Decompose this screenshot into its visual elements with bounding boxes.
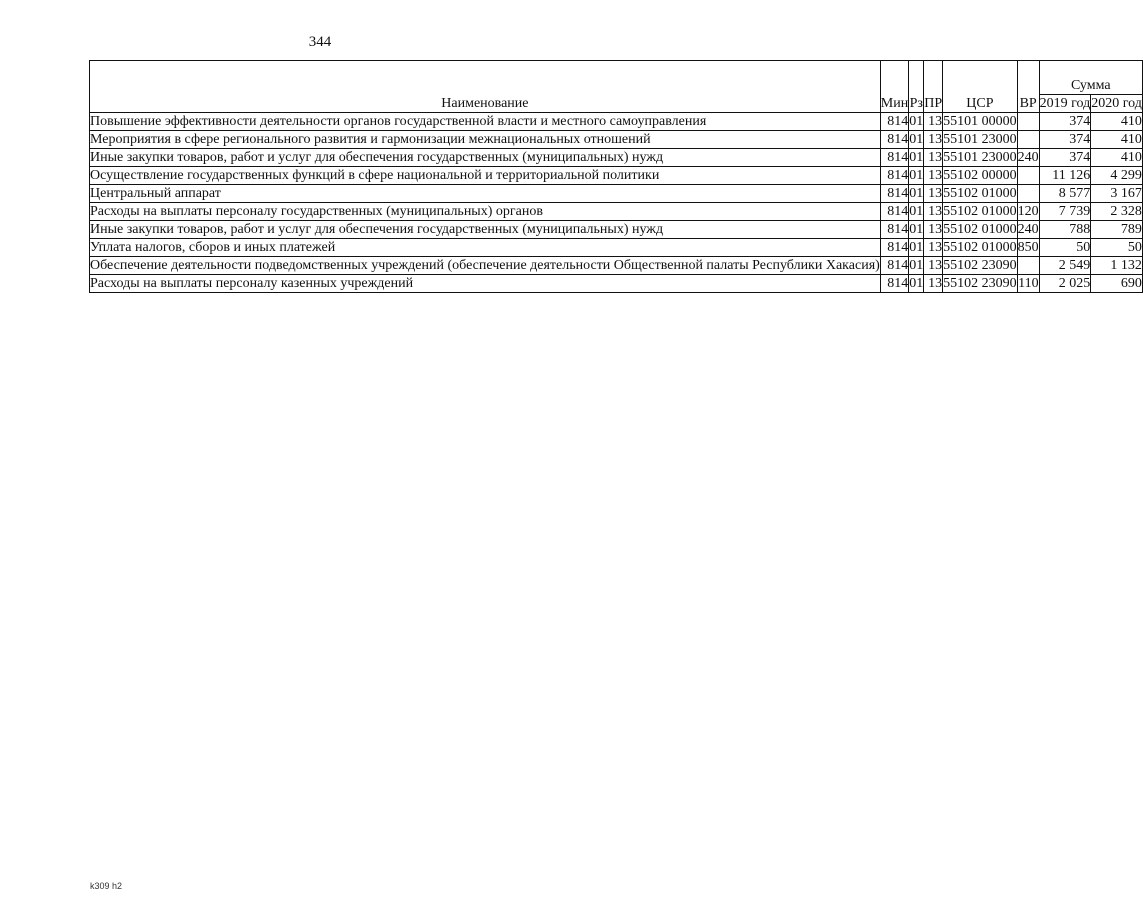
row-rz: 01 bbox=[909, 186, 924, 201]
row-pr: 13 bbox=[924, 113, 943, 131]
row-amount-2019: 374 bbox=[1039, 113, 1091, 131]
row-amount-2019: 8 577 bbox=[1039, 185, 1091, 203]
row-pr: 13 bbox=[924, 203, 943, 221]
row-name: Мероприятия в сфере регионального развития и гармонизации межнациональных отношений bbox=[90, 131, 881, 149]
row-min: 814 bbox=[880, 131, 908, 149]
row-rz: 01 bbox=[909, 114, 924, 129]
table-row bbox=[90, 239, 1143, 257]
row-vr bbox=[1017, 113, 1039, 131]
header-vr: ВР bbox=[1017, 61, 1039, 113]
row-name: Расходы на выплаты персоналу государственных (муниципальных) органов bbox=[90, 203, 881, 221]
table-row bbox=[90, 221, 1143, 239]
table-row bbox=[90, 257, 1143, 275]
row-name: Уплата налогов, сборов и иных платежей bbox=[90, 239, 881, 257]
row-vr: 120 bbox=[1017, 204, 1039, 219]
row-amount-2020: 50 bbox=[1091, 239, 1143, 257]
row-vr: 110 bbox=[1018, 276, 1039, 291]
row-amount-2019: 788 bbox=[1039, 221, 1091, 239]
page-number: 344 bbox=[308, 34, 332, 50]
row-pr: 13 bbox=[924, 185, 943, 203]
row-min: 814 bbox=[880, 167, 908, 185]
row-vr bbox=[1017, 131, 1039, 149]
table-row bbox=[90, 275, 1143, 293]
table-row bbox=[90, 113, 1143, 131]
row-csr: 55102 01000 bbox=[943, 204, 1017, 219]
row-vr bbox=[1017, 257, 1039, 275]
row-min: 814 bbox=[880, 257, 908, 275]
row-name: Иные закупки товаров, работ и услуг для обеспечения государственных (муниципальных) нужд bbox=[90, 149, 881, 167]
table-row bbox=[90, 185, 1143, 203]
row-vr bbox=[1017, 185, 1039, 203]
row-min: 814 bbox=[880, 275, 908, 293]
row-name: Повышение эффективности деятельности органов государственной власти и местного самоуправления bbox=[90, 113, 881, 131]
row-rz: 01 bbox=[909, 240, 924, 255]
row-rz: 01 bbox=[909, 204, 924, 219]
header-csr: ЦСР bbox=[943, 61, 1018, 113]
budget-table bbox=[89, 60, 1143, 293]
row-csr: 55102 01000 bbox=[943, 240, 1017, 255]
row-min: 814 bbox=[880, 185, 908, 203]
row-csr: 55102 01000 bbox=[943, 186, 1017, 201]
row-amount-2020: 410 bbox=[1091, 149, 1143, 167]
row-vr: 850 bbox=[1017, 240, 1039, 255]
row-min: 814 bbox=[880, 221, 908, 239]
row-amount-2020: 3 167 bbox=[1091, 185, 1143, 203]
row-name: Обеспечение деятельности подведомственных учреждений (обеспечение деятельности Общественной палаты Республики Хакасия) bbox=[90, 258, 880, 273]
row-rz: 01 bbox=[909, 168, 924, 183]
row-name: Осуществление государственных функций в сфере национальной и территориальной политики bbox=[90, 167, 881, 185]
row-csr: 55102 00000 bbox=[943, 168, 1017, 183]
row-amount-2019: 2 549 bbox=[1039, 257, 1091, 275]
row-rz: 01 bbox=[909, 132, 924, 147]
row-amount-2020: 410 bbox=[1091, 113, 1143, 131]
row-name: Центральный аппарат bbox=[90, 185, 881, 203]
table-row bbox=[90, 203, 1143, 221]
row-csr: 55101 23000 bbox=[943, 150, 1017, 165]
table-row bbox=[90, 131, 1143, 149]
row-pr: 13 bbox=[924, 239, 943, 257]
header-name: Наименование bbox=[90, 61, 881, 113]
table-row bbox=[90, 167, 1143, 185]
row-amount-2020: 1 132 bbox=[1091, 257, 1143, 275]
row-amount-2020: 4 299 bbox=[1091, 167, 1143, 185]
header-sum: Сумма bbox=[1039, 61, 1142, 95]
row-min: 814 bbox=[880, 149, 908, 167]
row-pr: 13 bbox=[924, 275, 943, 293]
header-year-2020: 2020 год bbox=[1091, 96, 1142, 111]
row-amount-2019: 11 126 bbox=[1039, 167, 1091, 185]
footer-code: k309 h2 bbox=[90, 881, 123, 891]
row-amount-2020: 2 328 bbox=[1091, 203, 1143, 221]
row-csr: 55102 23090 bbox=[943, 258, 1017, 273]
table-body bbox=[90, 113, 1143, 293]
row-csr: 55101 00000 bbox=[943, 114, 1017, 129]
row-pr: 13 bbox=[924, 131, 943, 149]
row-rz: 01 bbox=[909, 276, 924, 291]
row-amount-2020: 789 bbox=[1091, 221, 1143, 239]
row-name: Иные закупки товаров, работ и услуг для обеспечения государственных (муниципальных) нужд bbox=[90, 221, 881, 239]
row-pr: 13 bbox=[924, 167, 943, 185]
table-row bbox=[90, 149, 1143, 167]
header-min: Мин bbox=[880, 61, 908, 113]
row-rz: 01 bbox=[909, 222, 924, 237]
row-rz: 01 bbox=[909, 258, 924, 273]
header-rz: Рз bbox=[909, 61, 924, 113]
row-amount-2019: 374 bbox=[1039, 149, 1091, 167]
row-amount-2020: 690 bbox=[1091, 275, 1143, 293]
row-min: 814 bbox=[880, 113, 908, 131]
row-min: 814 bbox=[880, 203, 908, 221]
row-pr: 13 bbox=[924, 257, 943, 275]
row-rz: 01 bbox=[909, 150, 924, 165]
header-year-2019: 2019 год bbox=[1039, 96, 1091, 111]
row-vr: 240 bbox=[1017, 150, 1039, 165]
row-amount-2019: 2 025 bbox=[1039, 275, 1091, 293]
row-vr bbox=[1017, 167, 1039, 185]
row-amount-2019: 374 bbox=[1039, 131, 1091, 149]
row-min: 814 bbox=[880, 239, 908, 257]
row-name: Расходы на выплаты персоналу казенных учреждений bbox=[90, 275, 881, 293]
row-vr: 240 bbox=[1017, 222, 1039, 237]
row-pr: 13 bbox=[924, 221, 943, 239]
row-amount-2019: 7 739 bbox=[1039, 203, 1091, 221]
row-amount-2019: 50 bbox=[1039, 239, 1091, 257]
row-pr: 13 bbox=[924, 149, 943, 167]
row-amount-2020: 410 bbox=[1091, 131, 1143, 149]
row-csr: 55101 23000 bbox=[943, 132, 1017, 147]
header-pr: ПР bbox=[924, 61, 943, 113]
row-csr: 55102 23090 bbox=[943, 276, 1017, 291]
row-csr: 55102 01000 bbox=[943, 222, 1017, 237]
